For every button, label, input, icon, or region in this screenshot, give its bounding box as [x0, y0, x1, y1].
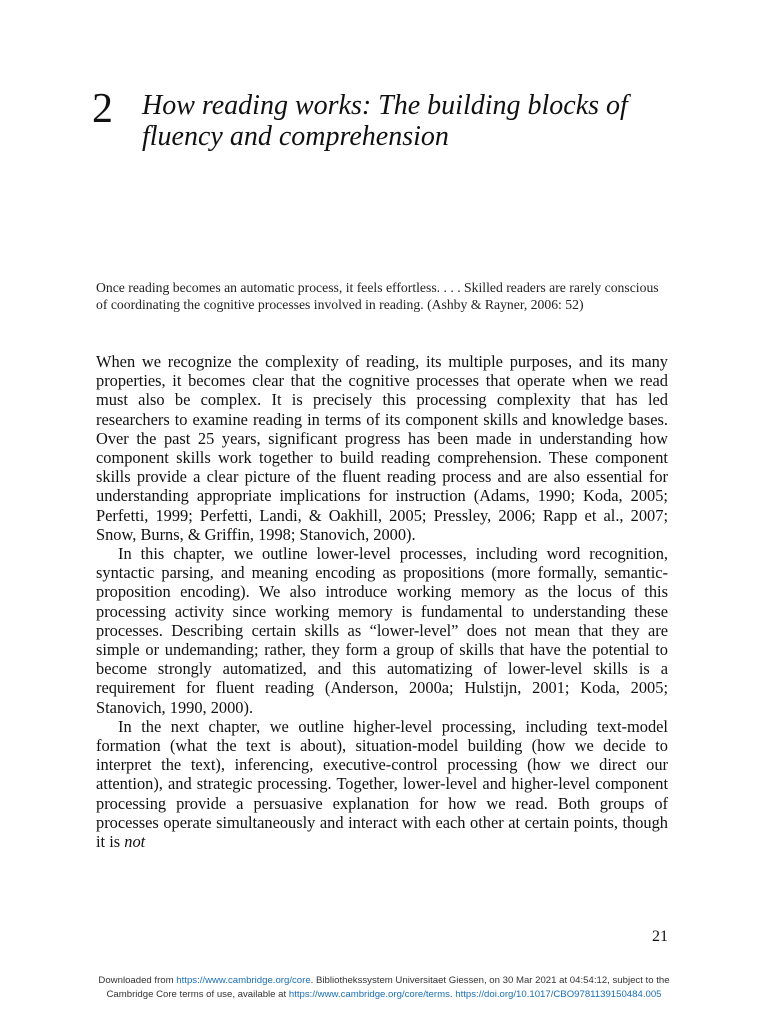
chapter-title: How reading works: The building blocks of fluency and comprehension	[142, 90, 628, 152]
paragraph-3-text: In the next chapter, we outline higher-level processing, including text-model formation (what the text is about), situation-model building (how we decide to interpret the text), inferencing, executive-control processing (how we direct our attention), and strategic processing. Together, lower-level and higher-level component processing provide a persuasive explanation for how we read. Both groups of processes operate simultaneously and interact with each other at certain points, though it is	[96, 716, 668, 852]
terms-link[interactable]: https://www.cambridge.org/core/terms	[288, 989, 450, 1000]
paragraph-2: In this chapter, we outline lower-level processes, including word recognition, syntactic parsing, and meaning encoding as propositions (more formally, semantic-proposition encoding). We also introduce working memory as the locus of this processing activity since working memory is fundamental to understanding these processes. Describing certain skills as “lower-level” does not mean that they are simple or undemanding; rather, they form a group of skills that have the potential to become strongly automatized, and this automatizing of lower-level skills is a requirement for fluent reading (Anderson, 2000a; Hulstijn, 2001; Koda, 2005; Stanovich, 1990, 2000).	[96, 544, 668, 717]
paragraph-3	[96, 717, 668, 851]
footer-downloaded-prefix: Downloaded from	[98, 975, 177, 986]
chapter-number: 2	[92, 86, 113, 132]
cambridge-core-link[interactable]: https://www.cambridge.org/core	[176, 975, 311, 986]
paragraph-1: When we recognize the complexity of reading, its multiple purposes, and its many properties, it becomes clear that the cognitive processes that operate when we read must also be complex. It is precisely this processing complexity that has led researchers to examine reading in terms of its component skills and knowledge bases. Over the past 25 years, significant progress has been made in understanding how component skills work together to build reading comprehension. These component skills provide a clear picture of the fluent reading process and are also essential for understanding appropriate implications for instruction (Adams, 1990; Koda, 2005; Perfetti, 1999; Perfetti, Landi, & Oakhill, 2005; Pressley, 2006; Rapp et al., 2007; Snow, Burns, & Griffin, 1998; Stanovich, 2000).	[96, 352, 668, 544]
download-footer	[0, 974, 768, 1002]
body-text	[96, 352, 668, 851]
doi-link[interactable]: https://doi.org/10.1017/CBO9781139150484.005	[455, 989, 662, 1000]
footer-line-1	[0, 974, 768, 988]
page-number: 21	[652, 928, 668, 945]
italic-word: not	[124, 832, 146, 852]
footer-downloaded-rest: . Bibliothekssystem Universitaet Giessen, on 30 Mar 2021 at 04:54:12, subject to the	[310, 975, 670, 986]
footer-terms-prefix: Cambridge Core terms of use, available at	[106, 989, 289, 1000]
epigraph-quote: Once reading becomes an automatic process, it feels effortless. . . . Skilled readers are rarely conscious of coordinating the cognitive processes involved in reading. (Ashby & Rayner, 2006: 52)	[96, 280, 659, 312]
footer-line-2: Cambridge Core terms of use, available at https://www.cambridge.org/core/terms. https://doi.org/10.1017/CBO9781139150484.005	[106, 989, 662, 1000]
